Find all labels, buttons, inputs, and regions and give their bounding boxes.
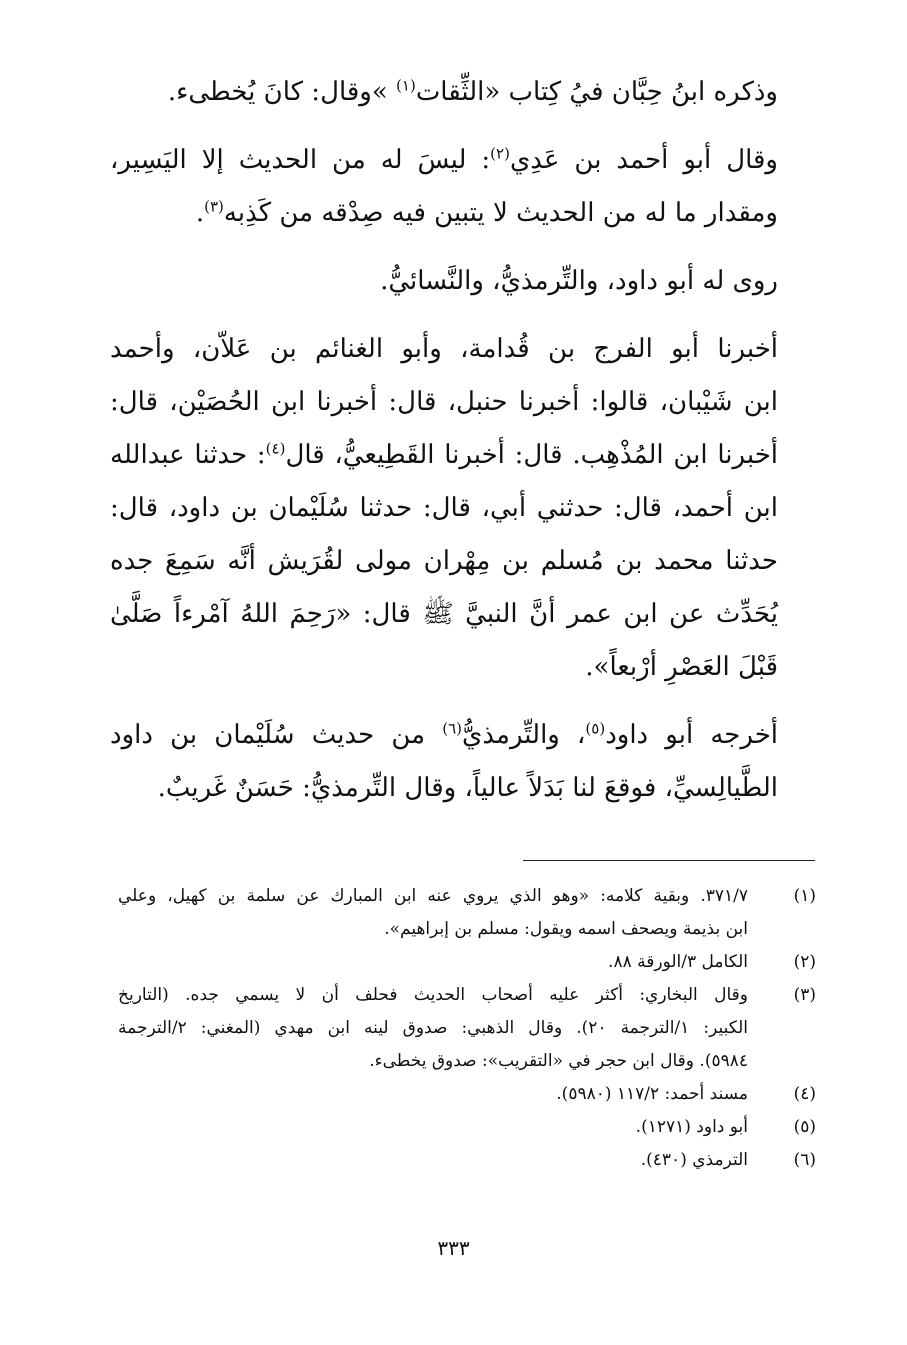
- line-text: أخبرنا أبو الفرج بن قُدامة، وأبو الغنائم بن عَلاّن، وأحمد: [110, 334, 778, 364]
- paragraph: [110, 323, 816, 694]
- line-text: حدثنا محمد بن مُسلم بن مِهْران مولى لقُرَيش أنَّه سَمِعَ جده: [110, 546, 778, 576]
- paragraph: [110, 255, 816, 308]
- paragraph: [110, 66, 816, 119]
- footnote-number: (٣): [793, 985, 816, 1005]
- text-line: [110, 376, 816, 429]
- footnote-reference: (٥): [585, 719, 606, 738]
- line-text-continued: »وقال: كانَ يُخطىء.: [167, 77, 397, 107]
- line-text: ابن أحمد، قال: حدثني أبي، قال: حدثنا سُلَيْمان بن داود، قال:: [110, 493, 778, 523]
- line-text: ومقدار ما له من الحديث لا يتبين فيه صِدْقه من كَذِبه: [223, 198, 778, 228]
- footnote-reference: (٢): [490, 144, 510, 163]
- line-text: أخرجه أبو داود: [605, 720, 778, 750]
- footnote-number: (٢): [793, 952, 816, 972]
- footnote: [118, 1111, 816, 1144]
- footnote-number: (٤): [793, 1084, 816, 1104]
- footnote-line: ابن بذيمة ويصحف اسمه ويقول: مسلم بن إبراهيم».: [384, 919, 748, 939]
- text-line: [110, 762, 816, 815]
- line-text-continued: من حديث سُلَيْمان بن داود: [110, 720, 443, 750]
- text-line: [110, 255, 816, 308]
- footnote-line: ٥٩٨٤). وقال ابن حجر في «التقريب»: صدوق يخطىء.: [369, 1051, 748, 1071]
- text-line: [110, 429, 816, 482]
- footnote-divider: [523, 860, 815, 861]
- line-text: أخبرنا ابن المُذْهِب. قال: أخبرنا القَطِيعيُّ، قال: [285, 440, 779, 470]
- main-text: [110, 66, 816, 830]
- footnote: [118, 946, 816, 979]
- footnote-reference: (٦): [442, 719, 463, 738]
- footnote-reference: (٣): [204, 197, 224, 216]
- line-text: قَبْلَ العَصْرِ أرْبعاً».: [585, 652, 778, 682]
- line-text: روى له أبو داود، والتِّرمذيُّ، والنَّسائيُّ.: [380, 266, 778, 296]
- footnote-number: (١): [793, 886, 816, 906]
- line-text-continued: : حدثنا عبدالله: [110, 440, 266, 470]
- footnote-line: ٣٧١/٧. وبقية كلامه: «وهو الذي يروي عنه ابن المبارك عن سلمة بن كهيل، وعلي: [118, 886, 748, 906]
- footnote-line: الكامل ٣/الورقة ٨٨.: [608, 952, 748, 972]
- text-line: [110, 323, 816, 376]
- text-line: [110, 535, 816, 588]
- footnote-line: الكبير: ١/الترجمة ٢٠). وقال الذهبي: صدوق لينه ابن مهدي (المغني: ٢/الترجمة: [118, 1018, 749, 1038]
- line-text-continued: : ليسَ له من الحديث إلا اليَسِير،: [110, 145, 491, 175]
- line-text: الطَّيالِسيِّ، فوقعَ لنا بَدَلاً عالياً، وقال التِّرمذيُّ: حَسَنٌ غَريبٌ.: [157, 773, 778, 803]
- footnote-number: (٥): [793, 1117, 816, 1137]
- paragraph: [110, 709, 816, 815]
- footnote: [118, 1144, 816, 1177]
- line-text: يُحَدِّث عن ابن عمر أنَّ النبيَّ ﷺ قال: «رَحِمَ اللهُ آمْرءاً صَلَّىٰ: [110, 599, 778, 629]
- text-line: [110, 187, 816, 240]
- footnote: [118, 1078, 816, 1111]
- footnote-line: أبو داود (١٢٧١).: [635, 1117, 748, 1137]
- page-number: ٣٣٣: [437, 1236, 470, 1260]
- line-text-continued: ، والتِّرمذيُّ: [462, 720, 586, 750]
- footnote-line: وقال البخاري: أكثر عليه أصحاب الحديث فحلف أن لا يسمي جده. (التاريخ: [118, 985, 748, 1005]
- line-text: ابن شَيْبان، قالوا: أخبرنا حنبل، قال: أخبرنا ابن الحُصَيْن، قال:: [110, 387, 778, 417]
- line-text-continued: .: [195, 198, 205, 228]
- footnotes: [118, 880, 816, 1177]
- text-line: [110, 482, 816, 535]
- footnote-reference: (١): [396, 76, 416, 95]
- footnote: [118, 979, 816, 1078]
- footnote-reference: (٤): [265, 439, 286, 458]
- footnote-line: مسند أحمد: ١١٧/٢ (٥٩٨٠).: [556, 1084, 748, 1104]
- text-line: [110, 641, 816, 694]
- line-text: وقال أبو أحمد بن عَدِي: [509, 145, 778, 175]
- footnote: [118, 880, 816, 946]
- line-text: وذكره ابنُ حِبَّان فيُ كِتاب «الثِّقات: [415, 77, 778, 107]
- text-line: [110, 709, 816, 762]
- text-line: [110, 588, 816, 641]
- text-line: [110, 134, 816, 187]
- paragraph: [110, 134, 816, 240]
- footnote-number: (٦): [793, 1150, 816, 1170]
- footnote-line: الترمذي (٤٣٠).: [640, 1150, 748, 1170]
- text-line: [110, 66, 816, 119]
